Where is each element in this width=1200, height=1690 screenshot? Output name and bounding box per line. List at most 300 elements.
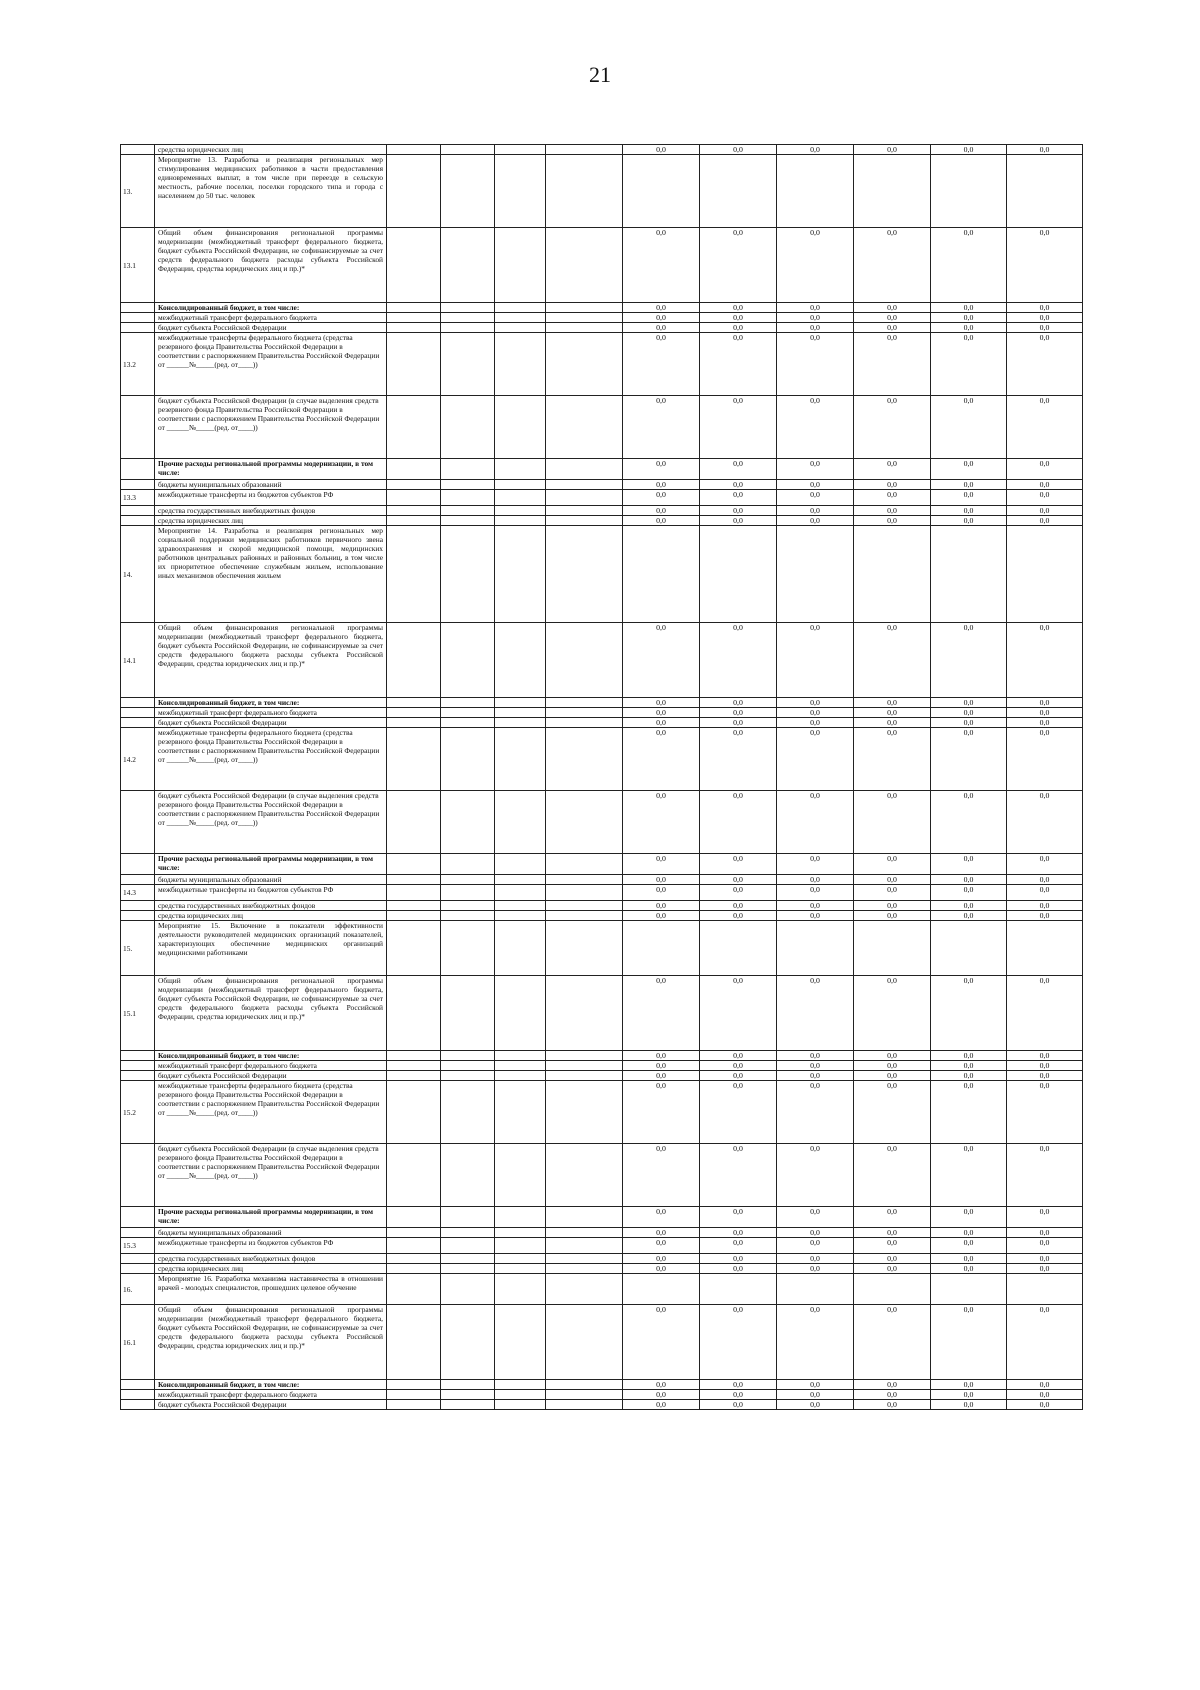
value-cell: 0,0 [623, 480, 700, 490]
empty-cell [441, 1081, 495, 1144]
value-cell: 0,0 [700, 791, 777, 854]
row-label: межбюджетные трансферты из бюджетов субъектов РФ [155, 1238, 387, 1254]
row-code: 15.3 [121, 1238, 155, 1254]
value-cell: 0,0 [777, 875, 854, 885]
empty-cell [931, 155, 1007, 228]
empty-cell [495, 885, 546, 901]
row-code [121, 1254, 155, 1264]
empty-cell [546, 506, 623, 516]
empty-cell [546, 480, 623, 490]
value-cell: 0,0 [854, 1238, 931, 1254]
row-code: 14.1 [121, 623, 155, 698]
table-row [121, 323, 1083, 333]
value-cell: 0,0 [623, 698, 700, 708]
table-row [121, 1228, 1083, 1238]
empty-cell [387, 1264, 441, 1274]
row-label: Прочие расходы региональной программы модернизации, в том числе: [155, 1207, 387, 1228]
row-label: бюджет субъекта Российской Федерации [155, 323, 387, 333]
value-cell: 0,0 [854, 708, 931, 718]
empty-cell [441, 480, 495, 490]
empty-cell [387, 885, 441, 901]
empty-cell [623, 526, 700, 623]
value-cell: 0,0 [623, 791, 700, 854]
row-code [121, 516, 155, 526]
empty-cell [546, 1305, 623, 1380]
value-cell: 0,0 [777, 459, 854, 480]
empty-cell [546, 1274, 623, 1305]
empty-cell [854, 1274, 931, 1305]
value-cell: 0,0 [700, 1144, 777, 1207]
empty-cell [495, 698, 546, 708]
table-row [121, 623, 1083, 698]
value-cell: 0,0 [1007, 1400, 1083, 1410]
value-cell: 0,0 [854, 459, 931, 480]
empty-cell [387, 155, 441, 228]
empty-cell [441, 323, 495, 333]
value-cell: 0,0 [623, 1228, 700, 1238]
empty-cell [495, 313, 546, 323]
table-row [121, 1274, 1083, 1305]
value-cell: 0,0 [1007, 718, 1083, 728]
value-cell: 0,0 [700, 911, 777, 921]
value-cell: 0,0 [777, 1081, 854, 1144]
value-cell: 0,0 [700, 718, 777, 728]
value-cell: 0,0 [1007, 1051, 1083, 1061]
empty-cell [387, 901, 441, 911]
empty-cell [546, 313, 623, 323]
empty-cell [387, 459, 441, 480]
empty-cell [546, 698, 623, 708]
value-cell: 0,0 [700, 1380, 777, 1390]
value-cell: 0,0 [854, 323, 931, 333]
row-code [121, 875, 155, 885]
empty-cell [441, 1305, 495, 1380]
empty-cell [495, 1305, 546, 1380]
value-cell: 0,0 [700, 459, 777, 480]
empty-cell [495, 718, 546, 728]
value-cell: 0,0 [854, 396, 931, 459]
empty-cell [700, 1274, 777, 1305]
empty-cell [441, 1264, 495, 1274]
value-cell: 0,0 [1007, 875, 1083, 885]
value-cell: 0,0 [700, 1254, 777, 1264]
value-cell: 0,0 [777, 901, 854, 911]
empty-cell [546, 976, 623, 1051]
value-cell: 0,0 [700, 1081, 777, 1144]
empty-cell [441, 921, 495, 976]
row-code [121, 323, 155, 333]
row-label: бюджет субъекта Российской Федерации (в случае выделения средств резервного фонда Правительства Российской Федерации в соответствии с распоряжением Правительства Российской Федерации от ______№_____(ред. от____)) [155, 1144, 387, 1207]
value-cell: 0,0 [1007, 901, 1083, 911]
table-row [121, 1071, 1083, 1081]
row-label: средства юридических лиц [155, 145, 387, 155]
value-cell: 0,0 [623, 1305, 700, 1380]
empty-cell [495, 1144, 546, 1207]
value-cell: 0,0 [777, 516, 854, 526]
empty-cell [546, 854, 623, 875]
value-cell: 0,0 [623, 1264, 700, 1274]
row-code [121, 901, 155, 911]
empty-cell [931, 1274, 1007, 1305]
row-label: межбюджетные трансферты федерального бюджета (средства резервного фонда Правительства Российской Федерации в соответствии с распоряжением Правительства Российской Федерации от ______№_____(ред. от____)) [155, 333, 387, 396]
table-row [121, 1238, 1083, 1254]
value-cell: 0,0 [931, 1254, 1007, 1264]
value-cell: 0,0 [931, 1305, 1007, 1380]
row-label: межбюджетный трансферт федерального бюджета [155, 1061, 387, 1071]
value-cell: 0,0 [931, 1051, 1007, 1061]
value-cell: 0,0 [931, 490, 1007, 506]
table-row [121, 1081, 1083, 1144]
row-code: 16.1 [121, 1305, 155, 1380]
empty-cell [495, 480, 546, 490]
empty-cell [777, 526, 854, 623]
value-cell: 0,0 [623, 1144, 700, 1207]
empty-cell [546, 459, 623, 480]
empty-cell [546, 228, 623, 303]
value-cell: 0,0 [623, 1390, 700, 1400]
value-cell: 0,0 [623, 145, 700, 155]
value-cell: 0,0 [854, 1051, 931, 1061]
table-row [121, 155, 1083, 228]
value-cell: 0,0 [777, 228, 854, 303]
empty-cell [546, 708, 623, 718]
value-cell: 0,0 [854, 490, 931, 506]
empty-cell [546, 875, 623, 885]
row-code [121, 1380, 155, 1390]
value-cell: 0,0 [854, 911, 931, 921]
value-cell: 0,0 [777, 718, 854, 728]
value-cell: 0,0 [700, 1400, 777, 1410]
row-code: 14. [121, 526, 155, 623]
value-cell: 0,0 [854, 313, 931, 323]
empty-cell [495, 623, 546, 698]
value-cell: 0,0 [931, 1264, 1007, 1274]
row-code: 15.2 [121, 1081, 155, 1144]
value-cell: 0,0 [931, 901, 1007, 911]
empty-cell [546, 1238, 623, 1254]
empty-cell [546, 396, 623, 459]
empty-cell [495, 1051, 546, 1061]
row-code [121, 1051, 155, 1061]
value-cell: 0,0 [931, 791, 1007, 854]
empty-cell [387, 1238, 441, 1254]
empty-cell [546, 516, 623, 526]
value-cell: 0,0 [623, 1051, 700, 1061]
value-cell: 0,0 [700, 1390, 777, 1400]
row-code: 14.2 [121, 728, 155, 791]
value-cell: 0,0 [931, 333, 1007, 396]
empty-cell [495, 1380, 546, 1390]
row-label: средства государственных внебюджетных фондов [155, 1254, 387, 1264]
empty-cell [495, 708, 546, 718]
value-cell: 0,0 [623, 854, 700, 875]
table-row [121, 976, 1083, 1051]
value-cell: 0,0 [623, 1081, 700, 1144]
table-row [121, 854, 1083, 875]
empty-cell [441, 718, 495, 728]
row-label: межбюджетные трансферты из бюджетов субъектов РФ [155, 490, 387, 506]
empty-cell [441, 303, 495, 313]
value-cell: 0,0 [1007, 333, 1083, 396]
empty-cell [700, 921, 777, 976]
value-cell: 0,0 [931, 145, 1007, 155]
row-code: 13. [121, 155, 155, 228]
value-cell: 0,0 [777, 145, 854, 155]
value-cell: 0,0 [854, 791, 931, 854]
row-label: бюджет субъекта Российской Федерации (в случае выделения средств резервного фонда Правительства Российской Федерации в соответствии с распоряжением Правительства Российской Федерации от ______№_____(ред. от____)) [155, 396, 387, 459]
value-cell: 0,0 [777, 791, 854, 854]
row-label: Консолидированный бюджет, в том числе: [155, 698, 387, 708]
row-code [121, 791, 155, 854]
value-cell: 0,0 [777, 1071, 854, 1081]
empty-cell [441, 1071, 495, 1081]
empty-cell [546, 911, 623, 921]
value-cell: 0,0 [1007, 1207, 1083, 1228]
row-label: средства государственных внебюджетных фондов [155, 506, 387, 516]
row-label: бюджеты муниципальных образований [155, 875, 387, 885]
value-cell: 0,0 [854, 728, 931, 791]
value-cell: 0,0 [623, 396, 700, 459]
empty-cell [700, 526, 777, 623]
value-cell: 0,0 [623, 490, 700, 506]
value-cell: 0,0 [1007, 1238, 1083, 1254]
table-row [121, 480, 1083, 490]
value-cell: 0,0 [777, 1380, 854, 1390]
value-cell: 0,0 [700, 885, 777, 901]
row-label: Прочие расходы региональной программы модернизации, в том числе: [155, 459, 387, 480]
row-code [121, 1061, 155, 1071]
empty-cell [387, 1061, 441, 1071]
empty-cell [441, 875, 495, 885]
value-cell: 0,0 [1007, 791, 1083, 854]
table-body [121, 145, 1083, 1410]
value-cell: 0,0 [700, 516, 777, 526]
value-cell: 0,0 [777, 1228, 854, 1238]
row-label: бюджет субъекта Российской Федерации [155, 1400, 387, 1410]
value-cell: 0,0 [700, 901, 777, 911]
row-code [121, 1264, 155, 1274]
value-cell: 0,0 [623, 313, 700, 323]
row-code [121, 1144, 155, 1207]
empty-cell [495, 396, 546, 459]
empty-cell [387, 145, 441, 155]
empty-cell [387, 1144, 441, 1207]
row-code [121, 313, 155, 323]
empty-cell [441, 708, 495, 718]
value-cell: 0,0 [623, 1071, 700, 1081]
empty-cell [387, 854, 441, 875]
value-cell: 0,0 [854, 718, 931, 728]
value-cell: 0,0 [854, 1305, 931, 1380]
empty-cell [495, 791, 546, 854]
empty-cell [387, 791, 441, 854]
value-cell: 0,0 [700, 875, 777, 885]
row-label: бюджет субъекта Российской Федерации (в случае выделения средств резервного фонда Правительства Российской Федерации в соответствии с распоряжением Правительства Российской Федерации от ______№_____(ред. от____)) [155, 791, 387, 854]
value-cell: 0,0 [931, 506, 1007, 516]
value-cell: 0,0 [777, 698, 854, 708]
value-cell: 0,0 [1007, 1071, 1083, 1081]
row-code [121, 718, 155, 728]
value-cell: 0,0 [777, 1238, 854, 1254]
empty-cell [441, 1051, 495, 1061]
value-cell: 0,0 [700, 1305, 777, 1380]
value-cell: 0,0 [1007, 228, 1083, 303]
empty-cell [441, 506, 495, 516]
empty-cell [441, 1207, 495, 1228]
table-row [121, 911, 1083, 921]
empty-cell [387, 1380, 441, 1390]
value-cell: 0,0 [931, 313, 1007, 323]
value-cell: 0,0 [854, 901, 931, 911]
empty-cell [777, 921, 854, 976]
empty-cell [1007, 155, 1083, 228]
value-cell: 0,0 [700, 1061, 777, 1071]
empty-cell [441, 1228, 495, 1238]
table-row [121, 303, 1083, 313]
value-cell: 0,0 [931, 976, 1007, 1051]
value-cell: 0,0 [854, 1081, 931, 1144]
value-cell: 0,0 [931, 1390, 1007, 1400]
value-cell: 0,0 [700, 396, 777, 459]
table-row [121, 1380, 1083, 1390]
empty-cell [546, 901, 623, 911]
value-cell: 0,0 [931, 1061, 1007, 1071]
empty-cell [495, 1081, 546, 1144]
value-cell: 0,0 [931, 323, 1007, 333]
value-cell: 0,0 [700, 1071, 777, 1081]
table-row [121, 708, 1083, 718]
row-code [121, 1228, 155, 1238]
row-code [121, 1207, 155, 1228]
value-cell: 0,0 [777, 313, 854, 323]
table-row [121, 1207, 1083, 1228]
empty-cell [441, 228, 495, 303]
value-cell: 0,0 [623, 728, 700, 791]
value-cell: 0,0 [700, 1228, 777, 1238]
empty-cell [387, 228, 441, 303]
empty-cell [387, 480, 441, 490]
empty-cell [387, 333, 441, 396]
row-code: 13.2 [121, 333, 155, 396]
value-cell: 0,0 [854, 145, 931, 155]
page-number: 21 [589, 62, 611, 87]
empty-cell [441, 516, 495, 526]
row-label: Общий объем финансирования региональной программы модернизации (межбюджетный трансферт федерального бюджета, бюджет субъекта Российской Федерации, не софинансируемые за счет средств федерального бюджета расходы субъекта Российской Федерации, средства юридических лиц и пр.)* [155, 1305, 387, 1380]
row-label: бюджет субъекта Российской Федерации [155, 1071, 387, 1081]
empty-cell [387, 911, 441, 921]
value-cell: 0,0 [1007, 976, 1083, 1051]
empty-cell [387, 1390, 441, 1400]
value-cell: 0,0 [777, 333, 854, 396]
empty-cell [495, 1061, 546, 1071]
row-label: межбюджетные трансферты федерального бюджета (средства резервного фонда Правительства Российской Федерации в соответствии с распоряжением Правительства Российской Федерации от ______№_____(ред. от____)) [155, 728, 387, 791]
empty-cell [441, 911, 495, 921]
empty-cell [441, 698, 495, 708]
value-cell: 0,0 [1007, 1390, 1083, 1400]
row-label: межбюджетные трансферты федерального бюджета (средства резервного фонда Правительства Российской Федерации в соответствии с распоряжением Правительства Российской Федерации от ______№_____(ред. от____)) [155, 1081, 387, 1144]
value-cell: 0,0 [854, 506, 931, 516]
empty-cell [495, 155, 546, 228]
table-row [121, 396, 1083, 459]
row-code [121, 708, 155, 718]
value-cell: 0,0 [777, 1400, 854, 1410]
empty-cell [1007, 526, 1083, 623]
row-label: средства государственных внебюджетных фондов [155, 901, 387, 911]
value-cell: 0,0 [1007, 728, 1083, 791]
empty-cell [495, 145, 546, 155]
row-code: 13.3 [121, 490, 155, 506]
empty-cell [441, 976, 495, 1051]
value-cell: 0,0 [931, 303, 1007, 313]
value-cell: 0,0 [700, 1238, 777, 1254]
empty-cell [441, 623, 495, 698]
row-code: 15. [121, 921, 155, 976]
empty-cell [441, 1400, 495, 1410]
value-cell: 0,0 [623, 506, 700, 516]
row-label: бюджет субъекта Российской Федерации [155, 718, 387, 728]
value-cell: 0,0 [1007, 313, 1083, 323]
row-label: бюджеты муниципальных образований [155, 480, 387, 490]
value-cell: 0,0 [931, 1238, 1007, 1254]
row-label: средства юридических лиц [155, 516, 387, 526]
empty-cell [387, 708, 441, 718]
empty-cell [441, 1274, 495, 1305]
empty-cell [854, 921, 931, 976]
table-row [121, 875, 1083, 885]
empty-cell [495, 333, 546, 396]
value-cell: 0,0 [854, 854, 931, 875]
empty-cell [495, 1264, 546, 1274]
value-cell: 0,0 [700, 728, 777, 791]
row-label: межбюджетный трансферт федерального бюджета [155, 1390, 387, 1400]
empty-cell [495, 976, 546, 1051]
value-cell: 0,0 [854, 976, 931, 1051]
value-cell: 0,0 [700, 480, 777, 490]
table-row [121, 1051, 1083, 1061]
empty-cell [546, 526, 623, 623]
value-cell: 0,0 [1007, 506, 1083, 516]
empty-cell [546, 1207, 623, 1228]
row-code [121, 145, 155, 155]
row-code: 13.1 [121, 228, 155, 303]
empty-cell [441, 333, 495, 396]
value-cell: 0,0 [854, 1144, 931, 1207]
value-cell: 0,0 [777, 506, 854, 516]
empty-cell [854, 526, 931, 623]
empty-cell [441, 396, 495, 459]
empty-cell [387, 1207, 441, 1228]
value-cell: 0,0 [931, 728, 1007, 791]
value-cell: 0,0 [777, 1207, 854, 1228]
value-cell: 0,0 [931, 1207, 1007, 1228]
value-cell: 0,0 [931, 1071, 1007, 1081]
empty-cell [387, 506, 441, 516]
value-cell: 0,0 [700, 854, 777, 875]
value-cell: 0,0 [623, 228, 700, 303]
table-row [121, 228, 1083, 303]
empty-cell [387, 313, 441, 323]
value-cell: 0,0 [854, 1400, 931, 1410]
value-cell: 0,0 [777, 1051, 854, 1061]
empty-cell [546, 323, 623, 333]
row-label: средства юридических лиц [155, 1264, 387, 1274]
table-row [121, 516, 1083, 526]
empty-cell [546, 155, 623, 228]
value-cell: 0,0 [854, 1207, 931, 1228]
empty-cell [546, 1400, 623, 1410]
empty-cell [387, 490, 441, 506]
empty-cell [777, 155, 854, 228]
